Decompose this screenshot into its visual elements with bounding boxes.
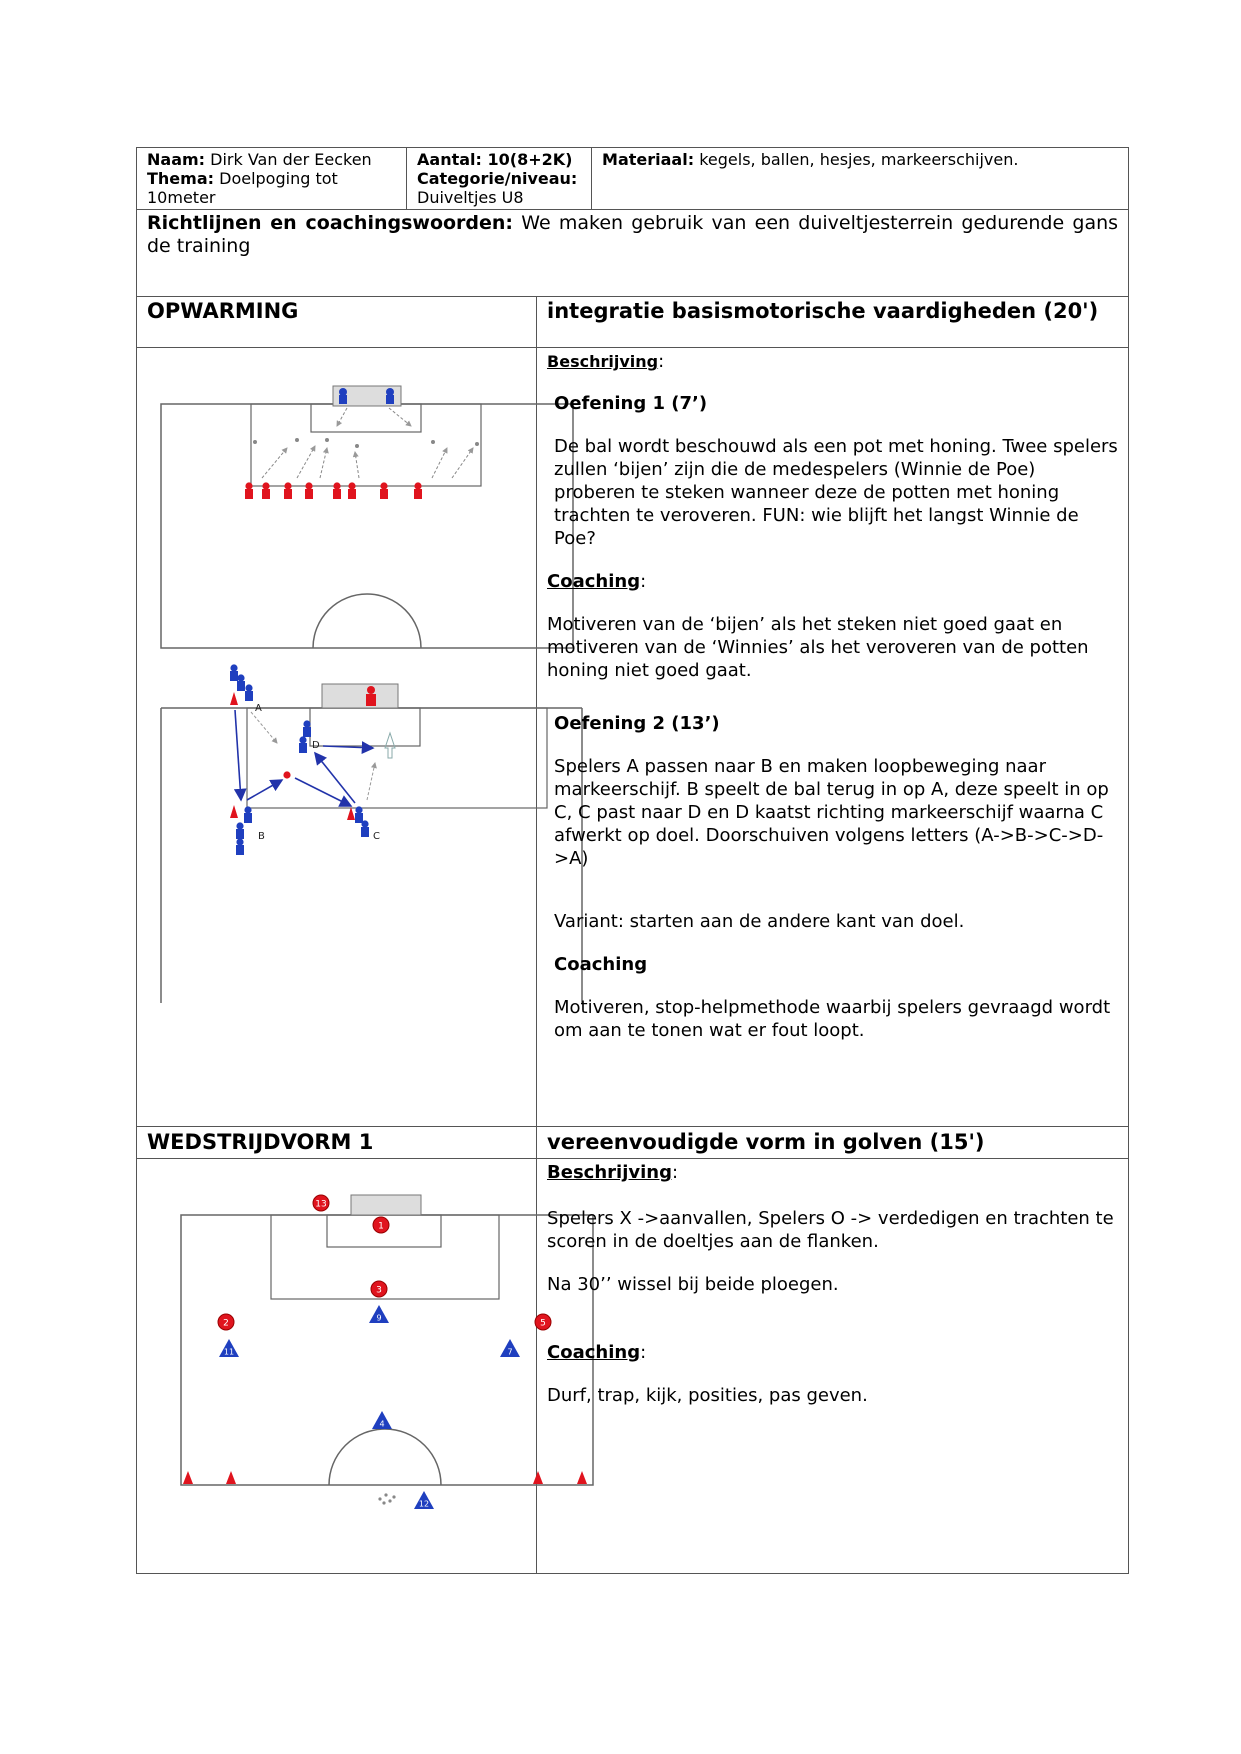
header-aantal-cell [407,148,592,210]
label-c: C [373,831,380,842]
header-name-cell [137,148,407,210]
coaching-text: Motiveren van de ‘bijen’ als het steken niet goed gaat en motiveren van de ‘Winnies’ als het veroveren van de potten honing niet goed gaat. [547,614,1089,681]
materiaal-value: kegels, ballen, hesjes, markeerschijven. [699,150,1019,169]
wedstrijd-text2: Na 30’’ wissel bij beide ploegen. [547,1274,839,1295]
oefening2-text: Spelers A passen naar B en maken loopbeweging naar markeerschijf. B speelt de bal terug in op A, deze speelt in op C, C past naar D en D kaatst richting markeerschijf waarna C afwerkt op doel. Doorschuiven volgens letters (A->B->C->D->A) [554,756,1109,869]
guidelines-cell [137,210,1129,297]
ball [283,771,290,778]
categorie-label: Categorie/niveau: [417,169,578,188]
label-d: D [312,740,320,751]
pitch-outline [161,404,573,648]
variant-text: Variant: starten aan de andere kant van doel. [554,911,965,932]
blue-player-11: 11 [223,1347,235,1357]
opwarming-subtitle: integratie basismotorische vaardigheden (20') [537,297,1129,348]
opwarming-description-cell: Beschrijving: Oefening 1 (7’) De bal wordt beschouwd als een pot met honing. Twee spelers zullen ‘bijen’ zijn die de medespelers (Winnie de Poe) proberen te steken wanneer deze de potten met honing trachten te veroveren. FUN: wie blijft het langst Winnie de Poe? Coaching: Motiveren van de ‘bijen’ als het steken niet goed gaat en motiveren van de ‘Winnies’ als het veroveren van de potten honing niet goed gaat. Oefening 2 (13’) Spelers A passen naar B en maken loopbeweging naar markeerschijf. B speelt de bal terug in op A, deze speelt in op C, C past naar D en D kaatst richting markeerschijf waarna C afwerkt op doel. Doorschuiven volgens letters (A->B->C->D->A) Variant: starten aan de andere kant van doel. Coaching Motiveren, stop-helpmethode waarbij spelers gevraagd wordt om aan te tonen wat er fout loopt. [537,348,1129,1127]
opwarming-diagrams [137,348,613,1122]
penalty-box-2 [247,708,547,808]
red-player-3: 3 [376,1285,382,1296]
label-a: A [255,703,262,714]
blue-player-9: 9 [376,1313,382,1323]
pitch-outline-3 [181,1215,593,1485]
materiaal-label: Materiaal: [602,150,695,169]
oefening1-text: De bal wordt beschouwd als een pot met honing. Twee spelers zullen ‘bijen’ zijn die de medespelers (Winnie de Poe) proberen te steken wanneer deze de potten met honing trachten te veroveren. FUN: wie blijft het langst Winnie de Poe? [554,436,1118,549]
wedstrijdvorm-diagram-cell [137,1159,546,1574]
flank-cones [183,1471,587,1484]
red-player-2: 2 [223,1318,229,1329]
goal-area-2 [310,708,420,746]
wedstrijd-text1: Spelers X ->aanvallen, Spelers O -> verdedigen en trachten te scoren in de doeltjes aan de flanken. [547,1208,1114,1252]
guidelines-label: Richtlijnen en coachingswoorden: [147,212,514,234]
wedstrijd-beschrijving-label: Beschrijving [547,1162,672,1183]
goal-net-3 [351,1195,421,1215]
beschrijving-label: Beschrijving [547,352,659,371]
oefening2-diagram [161,664,582,1003]
wedstrijdvorm-subtitle: vereenvoudigde vorm in golven (15') [537,1127,1129,1159]
centre-arc [313,594,421,648]
blue-player-12: 12 [418,1499,430,1509]
wedstrijdvorm-diagram [137,1159,613,1569]
wedstrijdvorm-description-cell: Beschrijving: Spelers X ->aanvallen, Spelers O -> verdedigen en trachten te scoren in de doeltjes aan de flanken. Na 30’’ wissel bij beide ploegen. Coaching: Durf, trap, kijk, posities, pas geven. [537,1159,1129,1574]
goal-area [311,404,421,432]
goal-net-2 [322,684,398,708]
naam-value: Dirk Van der Eecken [210,150,372,169]
blue-player-7: 7 [507,1347,513,1357]
red-player-5: 5 [540,1318,546,1329]
categorie-value: Duiveltjes U8 [417,188,524,207]
oefening2-title: Oefening 2 (13’) [554,713,720,734]
oefening1-diagram [161,386,573,648]
coaching2-label: Coaching [554,954,648,975]
wedstrijd-coaching-text: Durf, trap, kijk, posities, pas geven. [547,1385,868,1406]
wedstrijdvorm-title: WEDSTRIJDVORM 1 [137,1127,537,1159]
label-b: B [258,831,265,842]
red-players-row [245,482,422,499]
oefening1-title: Oefening 1 (7’) [554,393,708,414]
penalty-box [251,404,481,486]
training-plan-table [136,147,1129,1574]
thema-value: Doelpoging tot 10meter [147,169,338,207]
opwarming-title: OPWARMING [137,297,537,348]
naam-label: Naam: [147,150,206,169]
opwarming-diagrams-cell [137,348,537,1127]
header-materiaal-cell [592,148,1129,210]
wedstrijd-coaching-label: Coaching [547,1342,641,1363]
blue-player-4: 4 [379,1419,385,1429]
red-player-1: 1 [378,1221,384,1232]
thema-label: Thema: [147,169,215,188]
aantal-label: Aantal: 10(8+2K) [417,150,573,169]
coaching2-text: Motiveren, stop-helpmethode waarbij spelers gevraagd wordt om aan te tonen wat er fout loopt. [554,997,1111,1041]
red-player-13: 13 [315,1199,327,1210]
centre-arc-3 [329,1429,441,1485]
guidelines-text: We maken gebruik van een duiveltjesterrein gedurende gans de training [147,212,1119,257]
coaching-label: Coaching [547,571,641,592]
